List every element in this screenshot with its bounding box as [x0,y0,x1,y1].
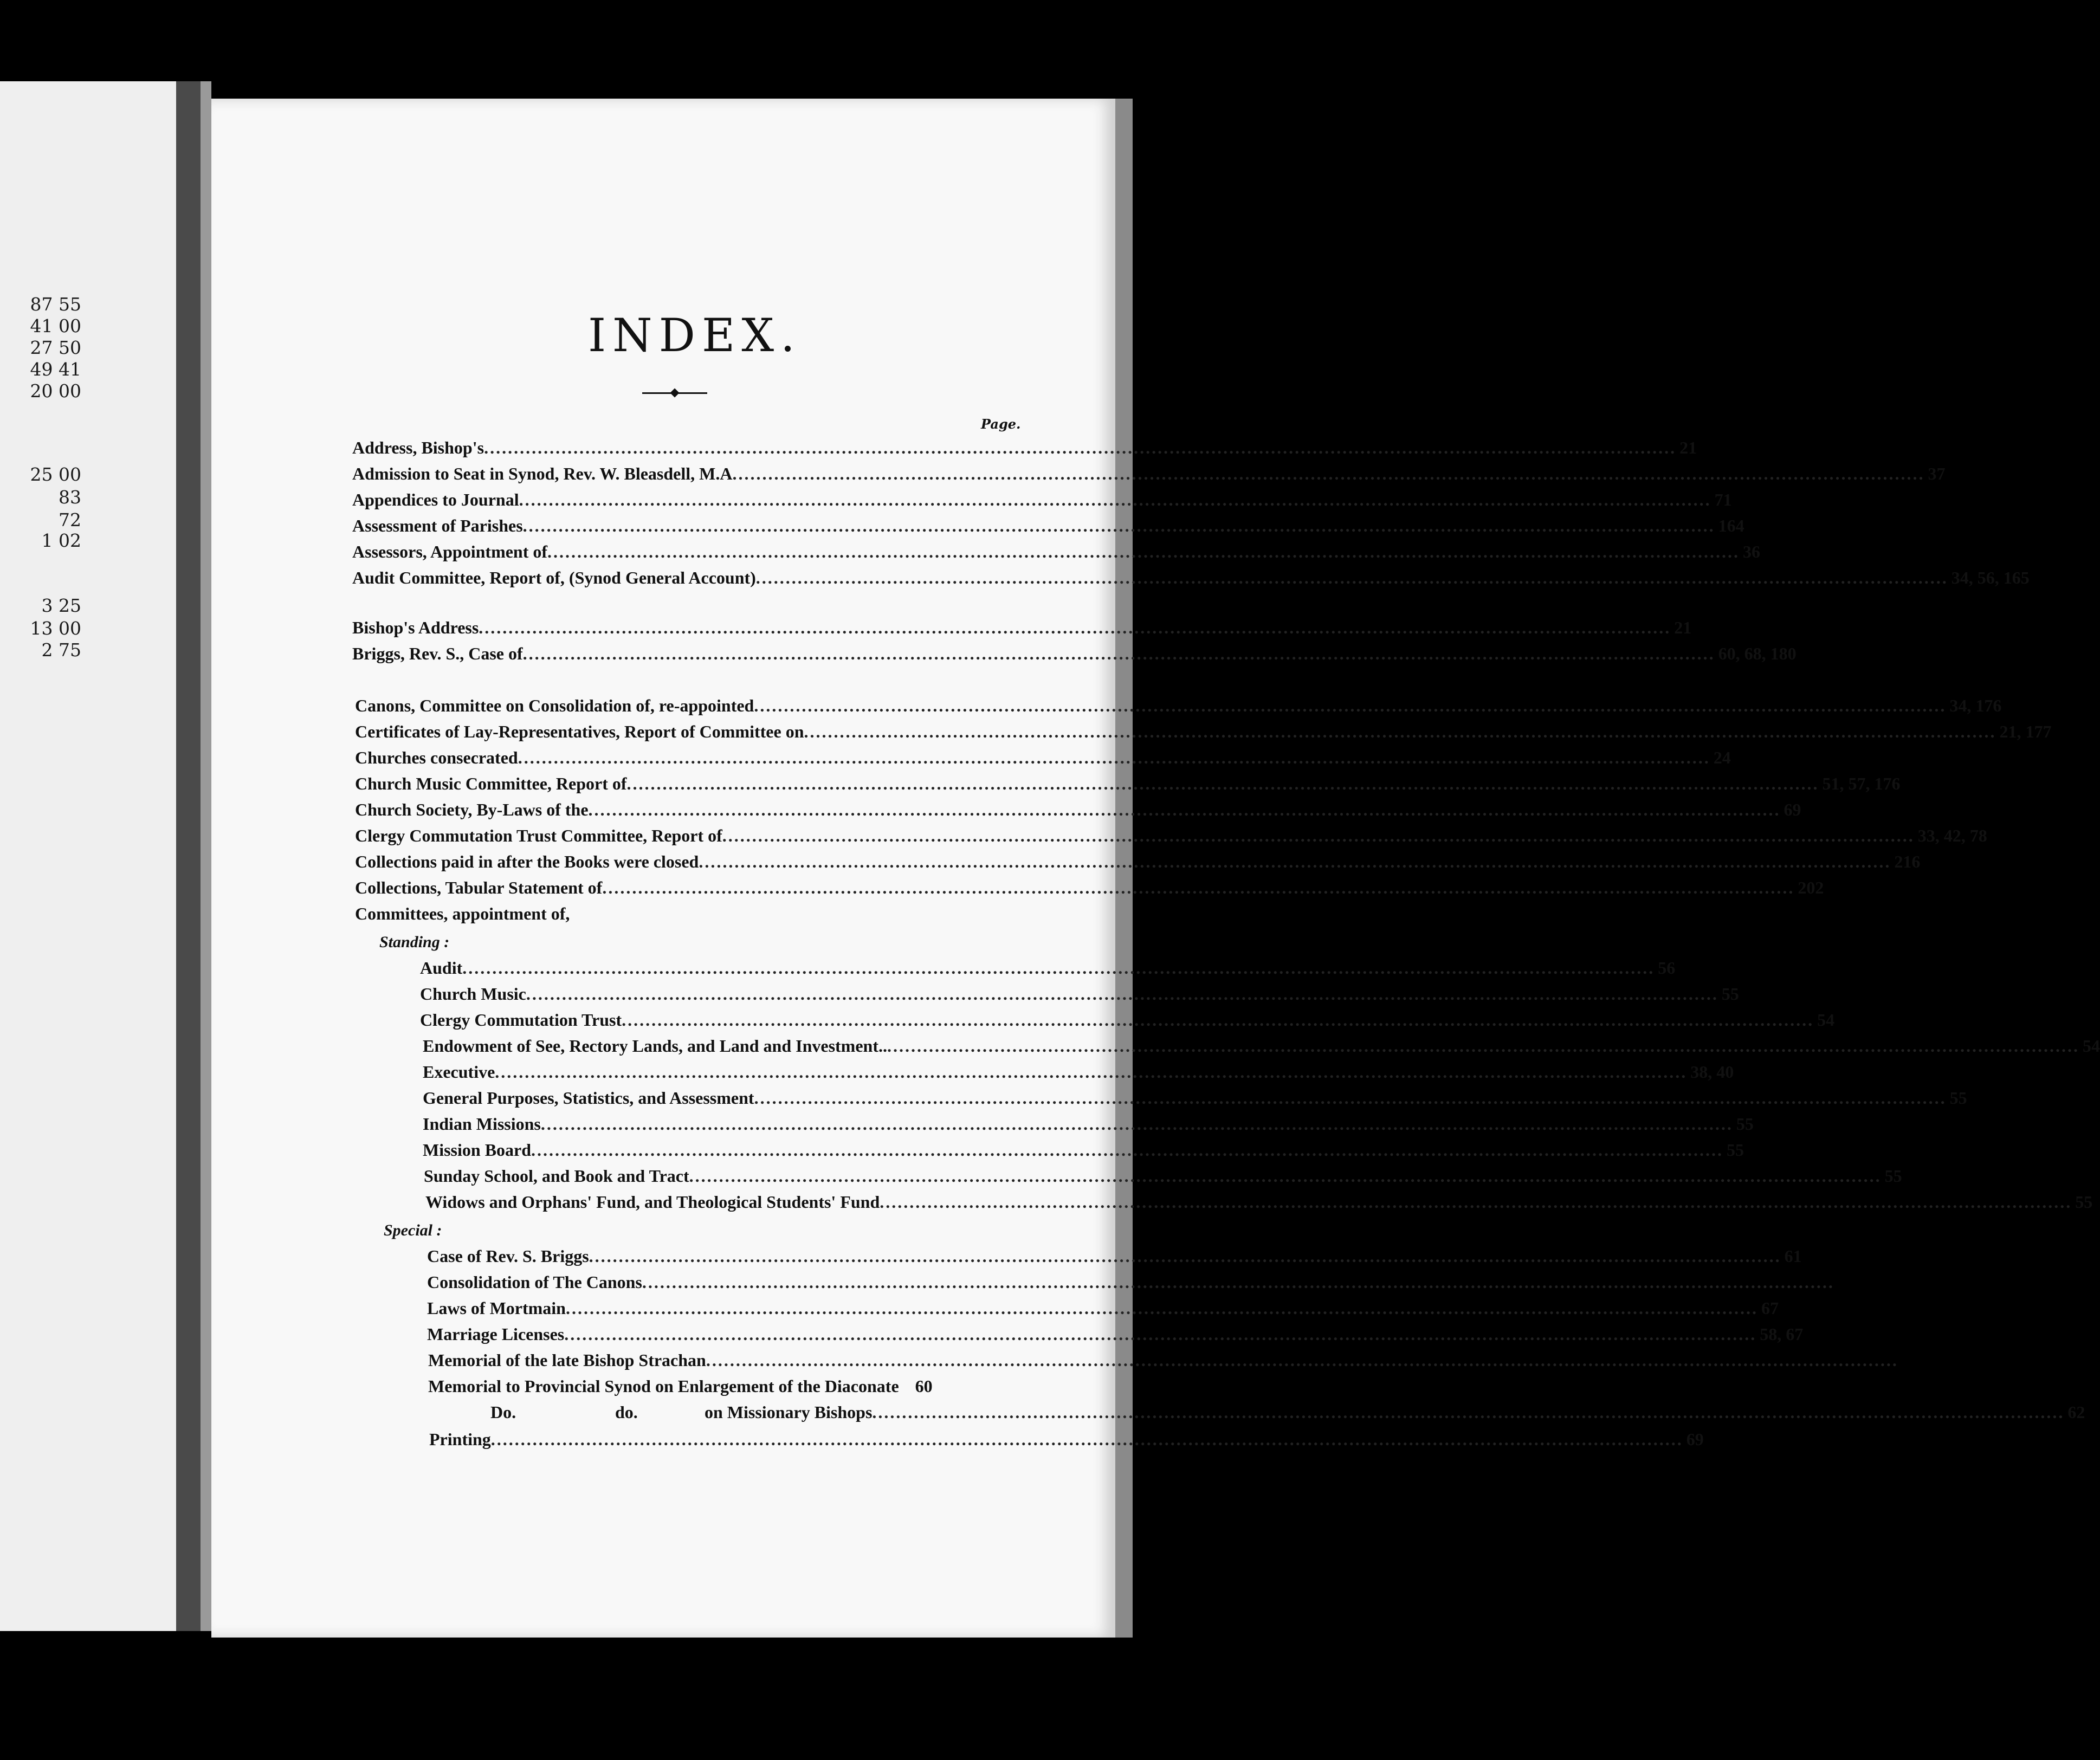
entry-label: Executive [423,1062,495,1082]
leader-dots: ........................................................................................................................................................................................................ [484,438,1677,457]
entry-label: Assessors, Appointment of [352,542,548,561]
leader-dots: ........................................................................................................................................................................................................ [754,1088,1947,1108]
leader-dots: ........................................................................................................................................................................................................ [706,1350,1898,1370]
leader-dots: ........................................................................................................................................................................................................ [754,696,1947,715]
leader-dots: ........................................................................................................................................................................................................ [642,1272,1834,1292]
entry-label: Printing [429,1429,491,1449]
leader-dots: ........................................................................................................................................................................................................ [804,722,1996,741]
standing-entry [425,1192,2093,1212]
entry-label: Certificates of Lay-Representatives, Report of Committee on [355,722,804,741]
standing-entry [424,1166,1902,1186]
standing-entry [420,984,1739,1004]
left-number-row: 27 50 [30,337,81,358]
special-entry [428,1350,1898,1370]
left-number-row: 25 00 [30,464,81,485]
leader-dots: ........................................................................................................................................................................................................ [540,1114,1733,1134]
entry-pages: 55 [1884,1166,1902,1186]
entry-pages: 34, 56, 165 [1951,568,2030,587]
index-entry [355,904,570,924]
leader-dots: ........................................................................................................................................................................................................ [522,644,1715,663]
entry-pages: 216 [1894,852,1921,871]
entry-label: Mission Board [423,1140,532,1160]
entry-pages: 56 [1658,958,1676,978]
entry-label: Collections paid in after the Books were closed [355,852,699,871]
left-number-row: 20 00 [30,380,81,402]
entry-label: Admission to Seat in Synod, Rev. W. Bleasdell, M.A [352,464,733,483]
leader-dots: ........................................................................................................................................................................................................ [602,878,1795,897]
index-entry [352,644,1797,664]
leader-dots: ........................................................................................................................................................................................................ [462,958,1655,978]
special-entry [427,1298,1779,1318]
entry-label: Address, Bishop's [352,438,484,457]
left-number-row: 72 [59,509,81,530]
left-number-row: 41 00 [30,315,81,337]
index-entry [352,490,1732,510]
leader-dots: ........................................................................................................................................................................................................ [880,1192,2072,1212]
leader-dots: ........................................................................................................................................................................................................ [565,1298,1758,1318]
entry-pages: 55 [1949,1088,1967,1108]
index-entry [355,852,1921,872]
index-entry [352,516,1744,536]
entry-label: Sunday School, and Book and Tract [424,1166,689,1186]
special-entry [427,1246,1802,1266]
entry-label: Audit [420,958,463,978]
entry-pages: 61 [1784,1246,1802,1266]
leader-dots: ........................................................................................................................................................................................................ [699,852,1891,871]
standing-entry [423,1114,1754,1134]
leader-dots: ........................................................................................................................................................................................................ [732,464,1925,483]
entry-label: Bishop's Address [352,618,479,637]
entry-label: Clergy Commutation Trust Committee, Report of [355,826,722,845]
leader-dots: ........................................................................................................................................................................................................ [689,1166,1882,1186]
index-entry [355,826,1987,846]
standing-entry [423,1088,1967,1108]
entry-pages: 54 [2082,1036,2100,1056]
entry-label: Memorial to Provincial Synod on Enlargement of the Diaconate [428,1376,899,1396]
leader-dots: ........................................................................................................................................................................................................ [722,826,1915,845]
left-number-row: 87 55 [30,294,81,315]
entry-pages: 21, 177 [1999,722,2052,741]
title-ornament [642,391,707,394]
entry-label: on Missionary Bishops [705,1402,873,1422]
entry-label: Church Society, By-Laws of the [355,800,589,819]
entry-pages: 34, 176 [1949,696,2002,715]
special-entry [427,1272,1834,1292]
ditto-mark: Do. [490,1402,516,1422]
entry-label: Appendices to Journal [352,490,519,509]
entry-pages: 62 [2067,1402,2085,1422]
entry-pages: 55 [2075,1192,2093,1212]
entry-label: Churches consecrated [355,748,518,767]
leader-dots: ........................................................................................................................................................................................................ [887,1036,2079,1056]
page-column-header: Page. [981,416,1021,432]
entry-pages: 55 [1727,1140,1744,1160]
standing-heading: Standing : [379,933,450,951]
entry-pages: 58, 67 [1760,1324,1804,1344]
entry-pages: 60 [915,1376,933,1396]
special-entry [427,1324,1804,1344]
entry-pages: 51, 57, 176 [1822,774,1901,793]
leader-dots: ........................................................................................................................................................................................................ [547,542,1740,561]
entry-pages: 55 [1721,984,1739,1004]
index-entry [352,542,1761,562]
special-entry [429,1429,1704,1450]
entry-label: Laws of Mortmain [427,1298,566,1318]
leader-dots: ........................................................................................................................................................................................................ [564,1324,1757,1344]
entry-label: Endowment of See, Rectory Lands, and Land and Investment.. [423,1036,887,1056]
entry-label: Assessment of Parishes [352,516,523,535]
index-entry [355,722,2052,742]
entry-pages: 67 [1761,1298,1779,1318]
entry-label: Indian Missions [423,1114,541,1134]
entry-pages: 164 [1718,516,1744,535]
entry-pages: 60, 68, 180 [1718,644,1797,663]
entry-pages: 36 [1743,542,1761,561]
left-number-row: 3 25 [41,595,81,616]
entry-label: Consolidation of The Canons [427,1272,642,1292]
index-title: INDEX. [588,309,802,362]
entry-pages: 54 [1817,1010,1835,1030]
special-entry [705,1402,2085,1422]
leader-dots: ........................................................................................................................................................................................................ [522,516,1715,535]
special-entry [428,1376,1046,1396]
index-entry [355,696,2002,716]
index-entry [355,878,1824,898]
entry-pages: 69 [1686,1429,1704,1449]
special-heading: Special : [384,1221,442,1239]
left-page-fragment [0,81,176,1631]
left-number-row: 49 41 [30,359,81,380]
entry-label: Committees, appointment of, [355,904,570,923]
entry-pages: 71 [1714,490,1732,509]
gutter-edge [201,81,211,1631]
index-entry [355,774,1901,794]
index-entry [352,568,2030,588]
leader-dots: ........................................................................................................................................................................................................ [495,1062,1688,1082]
leader-dots: ........................................................................................................................................................................................................ [519,490,1711,509]
entry-label: Case of Rev. S. Briggs [427,1246,589,1266]
standing-entry [423,1140,1744,1160]
leader-dots: ........................................................................................................................................................................................................ [755,568,1948,587]
entry-label: Memorial of the late Bishop Strachan [428,1350,706,1370]
left-number-row: 2 75 [41,639,81,661]
entry-pages: 21 [1674,618,1692,637]
left-number-row: 83 [59,487,81,508]
leader-dots: ........................................................................................................................................................................................................ [626,774,1819,793]
leader-dots: ........................................................................................................................................................................................................ [526,984,1718,1004]
entry-pages: 24 [1713,748,1731,767]
index-entry [355,748,1731,768]
leader-dots: ........................................................................................................................................................................................................ [531,1140,1724,1160]
left-number-row: 1 02 [41,530,81,551]
leader-dots: ........................................................................................................................................................................................................ [490,1429,1683,1449]
standing-entry [423,1036,2100,1056]
index-entry [352,464,1946,484]
leader-dots: ........................................................................................................................................................................................................ [872,1402,2065,1422]
entry-label: Audit Committee, Report of, (Synod General Account) [352,568,756,587]
entry-pages: 21 [1679,438,1697,457]
entry-label: Briggs, Rev. S., Case of [352,644,523,663]
leader-dots: ........................................................................................................................................................................................................ [479,618,1671,637]
entry-label: Widows and Orphans' Fund, and Theological Students' Fund [425,1192,880,1212]
entry-pages: 55 [1736,1114,1754,1134]
entry-pages: 202 [1798,878,1824,897]
book-gutter [176,81,201,1631]
leader-dots: ........................................................................................................................................................................................................ [588,800,1781,819]
index-entry [352,618,1692,638]
entry-label: Clergy Commutation Trust [420,1010,622,1030]
left-number-row: 13 00 [30,618,81,639]
standing-entry [420,958,1676,978]
entry-pages: 38, 40 [1690,1062,1734,1082]
entry-label: General Purposes, Statistics, and Assessment [423,1088,754,1108]
leader-dots: ........................................................................................................................................................................................................ [589,1246,1781,1266]
entry-label: Marriage Licenses [427,1324,565,1344]
entry-label: Canons, Committee on Consolidation of, re-appointed [355,696,754,715]
entry-label: Church Music [420,984,526,1004]
entry-pages: 33, 42, 78 [1917,826,1987,845]
leader-dots: ........................................................................................................................................................................................................ [518,748,1710,767]
standing-entry [423,1062,1734,1082]
ditto-mark: do. [615,1402,638,1422]
entry-pages: 37 [1928,464,1946,483]
leader-dots: ........................................................................................................................................................................................................ [622,1010,1814,1030]
standing-entry [420,1010,1835,1030]
entry-label: Collections, Tabular Statement of [355,878,603,897]
entry-label: Church Music Committee, Report of [355,774,627,793]
index-entry [355,800,1801,820]
entry-pages: 69 [1784,800,1801,819]
index-entry [352,438,1697,458]
